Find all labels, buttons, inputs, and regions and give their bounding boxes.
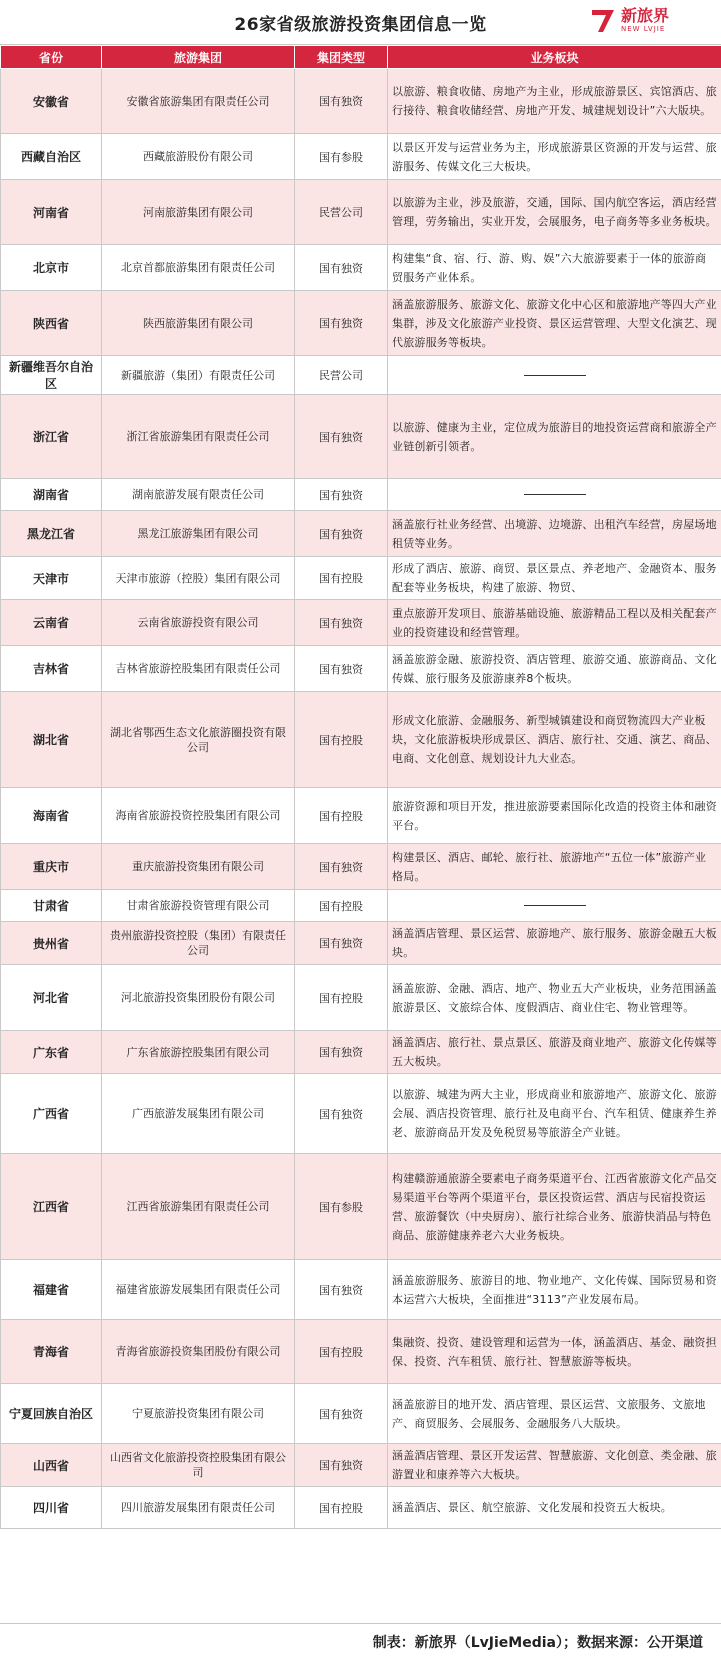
province-cell: 北京市: [1, 245, 102, 291]
table-row: [1, 844, 721, 890]
business-cell: 以景区开发与运营业务为主，形成旅游景区资源的开发与运营、旅游服务、传媒文化三大板块。: [388, 134, 721, 180]
type-cell: 国有独资: [295, 69, 388, 134]
business-cell: 构建景区、酒店、邮轮、旅行社、旅游地产“五位一体”旅游产业格局。: [388, 844, 721, 890]
province-cell: 甘肃省: [1, 890, 102, 922]
empty-dash: [524, 494, 586, 495]
business-cell: 涵盖旅游服务、旅游目的地、物业地产、文化传媒、国际贸易和资本运营六大板块，全面推进“3113”产业发展布局。: [388, 1260, 721, 1320]
type-cell: 民营公司: [295, 180, 388, 245]
table-row: [1, 356, 721, 395]
table-row: [1, 395, 721, 479]
table-row: [1, 1074, 721, 1154]
province-cell: 安徽省: [1, 69, 102, 134]
header: [0, 0, 721, 45]
province-cell: 贵州省: [1, 922, 102, 965]
footer-credit: 制表：新旅界（LvJieMedia）；数据来源：公开渠道: [0, 1623, 721, 1662]
province-cell: 江西省: [1, 1154, 102, 1260]
table-row: [1, 965, 721, 1031]
group-cell: 江西省旅游集团有限责任公司: [102, 1154, 295, 1260]
table-row: [1, 511, 721, 557]
province-cell: 广东省: [1, 1031, 102, 1074]
table-body: [1, 69, 721, 1529]
column-header-type: 集团类型: [295, 46, 388, 69]
table-row: [1, 1384, 721, 1444]
type-cell: 国有控股: [295, 1487, 388, 1529]
table-row: [1, 1031, 721, 1074]
province-cell: 黑龙江省: [1, 511, 102, 557]
type-cell: 国有独资: [295, 479, 388, 511]
group-cell: 西藏旅游股份有限公司: [102, 134, 295, 180]
province-cell: 广西省: [1, 1074, 102, 1154]
business-cell: [388, 890, 721, 922]
group-cell: 四川旅游发展集团有限责任公司: [102, 1487, 295, 1529]
group-cell: 新疆旅游（集团）有限责任公司: [102, 356, 295, 395]
type-cell: 国有独资: [295, 1031, 388, 1074]
group-cell: 云南省旅游投资有限公司: [102, 600, 295, 646]
type-cell: 国有独资: [295, 646, 388, 692]
type-cell: 国有独资: [295, 600, 388, 646]
business-cell: 以旅游为主业，涉及旅游，交通，国际、国内航空客运，酒店经营管理，劳务输出，实业开发，会展服务，电子商务等多业务板块。: [388, 180, 721, 245]
type-cell: 国有独资: [295, 291, 388, 356]
business-cell: 构建赣游通旅游全要素电子商务渠道平台、江西省旅游文化产品交易渠道平台等两个渠道平台，景区投资运营、酒店与民宿投资运营、旅游餐饮（中央厨房）、旅行社综合业务、旅游快消品与特色商品、旅游健康养老六大业务板块。: [388, 1154, 721, 1260]
group-cell: 福建省旅游发展集团有限责任公司: [102, 1260, 295, 1320]
province-cell: 山西省: [1, 1444, 102, 1487]
business-cell: 涵盖酒店管理、景区开发运营、智慧旅游、文化创意、类金融、旅游置业和康养等六大板块。: [388, 1444, 721, 1487]
group-cell: 广西旅游发展集团有限公司: [102, 1074, 295, 1154]
group-cell: 北京首都旅游集团有限责任公司: [102, 245, 295, 291]
column-header-province: 省份: [1, 46, 102, 69]
table-row: [1, 890, 721, 922]
group-cell: 山西省文化旅游投资控股集团有限公司: [102, 1444, 295, 1487]
type-cell: 国有控股: [295, 965, 388, 1031]
table-row: [1, 600, 721, 646]
business-cell: [388, 356, 721, 395]
brand-logo: [589, 6, 669, 34]
table-row: [1, 557, 721, 600]
group-cell: 海南省旅游投资控股集团有限公司: [102, 788, 295, 844]
table-row: [1, 646, 721, 692]
table-row: [1, 922, 721, 965]
province-cell: 四川省: [1, 1487, 102, 1529]
type-cell: 国有独资: [295, 1444, 388, 1487]
group-cell: 甘肃省旅游投资管理有限公司: [102, 890, 295, 922]
table-row: [1, 134, 721, 180]
logo-icon: [589, 6, 617, 34]
table-row: [1, 291, 721, 356]
brand-name-en: NEW LVJIE: [620, 24, 666, 33]
group-cell: 安徽省旅游集团有限责任公司: [102, 69, 295, 134]
business-cell: 涵盖酒店、景区、航空旅游、文化发展和投资五大板块。: [388, 1487, 721, 1529]
province-cell: 湖北省: [1, 692, 102, 788]
business-cell: [388, 479, 721, 511]
province-cell: 云南省: [1, 600, 102, 646]
group-cell: 青海省旅游投资集团股份有限公司: [102, 1320, 295, 1384]
type-cell: 国有独资: [295, 1074, 388, 1154]
business-cell: 构建集“食、宿、行、游、购、娱”六大旅游要素于一体的旅游商贸服务产业体系。: [388, 245, 721, 291]
table-row: [1, 1260, 721, 1320]
business-cell: 涵盖酒店管理、景区运营、旅游地产、旅行服务、旅游金融五大板块。: [388, 922, 721, 965]
business-cell: 形成了酒店、旅游、商贸、景区景点、养老地产、金融资本、服务配套等业务板块，构建了旅游、物贸、: [388, 557, 721, 600]
province-cell: 浙江省: [1, 395, 102, 479]
business-cell: 形成文化旅游、金融服务、新型城镇建设和商贸物流四大产业板块，文化旅游板块形成景区、酒店、旅行社、交通、演艺、商品、电商、文化创意、规划设计九大业态。: [388, 692, 721, 788]
type-cell: 国有独资: [295, 511, 388, 557]
business-cell: 涵盖旅游目的地开发、酒店管理、景区运营、文旅服务、文旅地产、商贸服务、会展服务、金融服务八大版块。: [388, 1384, 721, 1444]
group-cell: 湖北省鄂西生态文化旅游圈投资有限公司: [102, 692, 295, 788]
column-header-business: 业务板块: [388, 46, 721, 69]
page-title: 26家省级旅游投资集团信息一览: [234, 15, 487, 35]
type-cell: 国有控股: [295, 557, 388, 600]
type-cell: 国有参股: [295, 134, 388, 180]
type-cell: 国有独资: [295, 395, 388, 479]
province-cell: 河北省: [1, 965, 102, 1031]
brand-name: 新旅界: [620, 5, 669, 25]
table-row: [1, 180, 721, 245]
type-cell: 国有控股: [295, 692, 388, 788]
business-cell: 旅游资源和项目开发，推进旅游要素国际化改造的投资主体和融资平台。: [388, 788, 721, 844]
table-row: [1, 479, 721, 511]
column-header-group: 旅游集团: [102, 46, 295, 69]
province-cell: 海南省: [1, 788, 102, 844]
province-cell: 青海省: [1, 1320, 102, 1384]
province-cell: 河南省: [1, 180, 102, 245]
type-cell: 国有独资: [295, 245, 388, 291]
group-cell: 重庆旅游投资集团有限公司: [102, 844, 295, 890]
table-row: [1, 1154, 721, 1260]
business-cell: 以旅游、健康为主业，定位成为旅游目的地投资运营商和旅游全产业链创新引领者。: [388, 395, 721, 479]
province-cell: 陕西省: [1, 291, 102, 356]
table-row: [1, 1444, 721, 1487]
empty-dash: [524, 375, 586, 376]
business-cell: 涵盖旅游服务、旅游文化、旅游文化中心区和旅游地产等四大产业集群，涉及文化旅游产业投资、景区运营管理、大型文化演艺、现代旅游服务等板块。: [388, 291, 721, 356]
province-cell: 福建省: [1, 1260, 102, 1320]
business-cell: 涵盖旅游、金融、酒店、地产、物业五大产业板块，业务范围涵盖旅游景区、文旅综合体、度假酒店、商业住宅、物业管理等。: [388, 965, 721, 1031]
type-cell: 国有控股: [295, 788, 388, 844]
business-cell: 以旅游、粮食收储、房地产为主业，形成旅游景区、宾馆酒店、旅行接待、粮食收储经营、房地产开发、城建规划设计”六大版块。: [388, 69, 721, 134]
type-cell: 国有控股: [295, 1320, 388, 1384]
info-table: [0, 45, 721, 1529]
group-cell: 陕西旅游集团有限公司: [102, 291, 295, 356]
province-cell: 重庆市: [1, 844, 102, 890]
table-row: [1, 69, 721, 134]
table-row: [1, 692, 721, 788]
group-cell: 吉林省旅游控股集团有限责任公司: [102, 646, 295, 692]
province-cell: 湖南省: [1, 479, 102, 511]
type-cell: 国有独资: [295, 1260, 388, 1320]
group-cell: 湖南旅游发展有限责任公司: [102, 479, 295, 511]
group-cell: 贵州旅游投资控股（集团）有限责任公司: [102, 922, 295, 965]
table-row: [1, 1320, 721, 1384]
type-cell: 国有独资: [295, 844, 388, 890]
table-row: [1, 245, 721, 291]
group-cell: 浙江省旅游集团有限责任公司: [102, 395, 295, 479]
type-cell: 国有控股: [295, 890, 388, 922]
business-cell: 涵盖酒店、旅行社、景点景区、旅游及商业地产、旅游文化传媒等五大板块。: [388, 1031, 721, 1074]
group-cell: 河北旅游投资集团股份有限公司: [102, 965, 295, 1031]
business-cell: 涵盖旅游金融、旅游投资、酒店管理、旅游交通、旅游商品、文化传媒、旅行服务及旅游康养8个板块。: [388, 646, 721, 692]
group-cell: 河南旅游集团有限公司: [102, 180, 295, 245]
business-cell: 涵盖旅行社业务经营、出境游、边境游、出租汽车经营，房屋场地租赁等业务。: [388, 511, 721, 557]
table-row: [1, 1487, 721, 1529]
table-row: [1, 788, 721, 844]
type-cell: 国有独资: [295, 922, 388, 965]
province-cell: 天津市: [1, 557, 102, 600]
province-cell: 西藏自治区: [1, 134, 102, 180]
group-cell: 宁夏旅游投资集团有限公司: [102, 1384, 295, 1444]
business-cell: 以旅游、城建为两大主业，形成商业和旅游地产、旅游文化、旅游会展、酒店投资管理、旅行社及电商平台、汽车租赁、健康养生养老、旅游商品开发及免税贸易等旅游全产业链。: [388, 1074, 721, 1154]
empty-dash: [524, 905, 586, 906]
province-cell: 新疆维吾尔自治区: [1, 356, 102, 395]
group-cell: 黑龙江旅游集团有限公司: [102, 511, 295, 557]
type-cell: 国有参股: [295, 1154, 388, 1260]
type-cell: 民营公司: [295, 356, 388, 395]
business-cell: 重点旅游开发项目、旅游基础设施、旅游精品工程以及相关配套产业的投资建设和经营管理。: [388, 600, 721, 646]
business-cell: 集融资、投资、建设管理和运营为一体，涵盖酒店、基金、融资担保、投资、汽车租赁、旅行社、智慧旅游等板块。: [388, 1320, 721, 1384]
table-header-row: [1, 46, 721, 69]
province-cell: 吉林省: [1, 646, 102, 692]
group-cell: 天津市旅游（控股）集团有限公司: [102, 557, 295, 600]
type-cell: 国有独资: [295, 1384, 388, 1444]
province-cell: 宁夏回族自治区: [1, 1384, 102, 1444]
group-cell: 广东省旅游控股集团有限公司: [102, 1031, 295, 1074]
